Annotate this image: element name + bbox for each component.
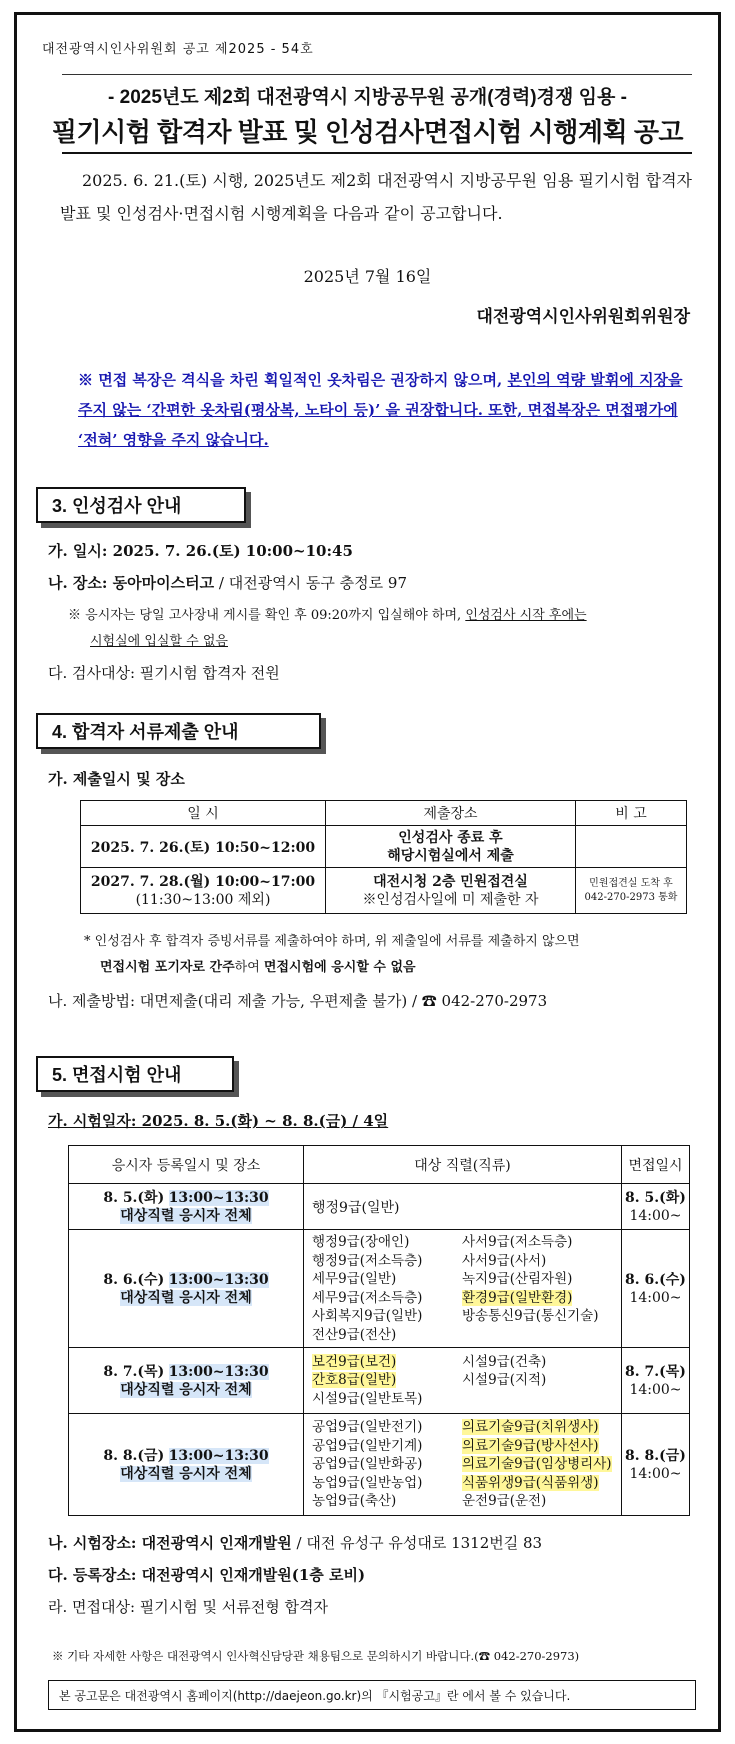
section4-note2: 면접시험 포기자로 간주하여 면접시험에 응시할 수 없음 — [100, 960, 416, 975]
reg-cell: 8. 5.(화) 13:00~13:30 대상직렬 응시자 전체 — [69, 1184, 304, 1230]
reg-cell: 8. 6.(수) 13:00~13:30 대상직렬 응시자 전체 — [69, 1230, 304, 1348]
section5-d: 라. 면접대상: 필기시험 및 서류전형 합격자 — [48, 1598, 328, 1616]
table-row — [69, 1348, 690, 1414]
interview-table — [68, 1145, 690, 1516]
section5-c: 다. 등록장소: 대전광역시 인재개발원(1층 로비) — [48, 1566, 366, 1584]
notice-number: 대전광역시인사위원회 공고 제2025 - 54호 — [42, 42, 314, 57]
th-note: 비 고 — [576, 801, 687, 826]
section5-b: 나. 시험장소: 대전광역시 인재개발원 / 대전 유성구 유성대로 1312번길 83 — [48, 1534, 543, 1552]
row1-date: 2025. 7. 26.(토) 10:50~12:00 — [81, 826, 326, 868]
dress-notice-part2: 본인의 역량 발휘에 지장을 주지 않는 ‘간편한 옷차림(평상복, 노타이 등)’ 을 권장합니다. — [78, 371, 683, 419]
section5-a: 가. 시험일자: 2025. 8. 5.(화) ~ 8. 8.(금) / 4일 — [48, 1112, 389, 1130]
row2-date: 2027. 7. 28.(월) 10:00~17:00 (11:30~13:00 제외) — [81, 868, 326, 914]
section4-a: 가. 제출일시 및 장소 — [48, 770, 185, 788]
target-cell: 행정9급(일반) — [304, 1184, 622, 1230]
section3-note-cont: 시험실에 입실할 수 없음 — [90, 634, 228, 649]
section3-place: 나. 장소: 동아마이스터고 / 대전광역시 동구 충정로 97 — [48, 574, 408, 592]
target-cell: 행정9급(장애인) 행정9급(저소득층) 세무9급(일반) 세무9급(저소득층) 사회복지9급(일반) 전산9급(전산) 사서9급(저소득층) 사서9급(사서) 녹지9급(산림자원) 환경9급(일반환경) 방송통신9급(통신기술) — [304, 1230, 622, 1348]
reg-cell: 8. 8.(금) 13:00~13:30 대상직렬 응시자 전체 — [69, 1414, 304, 1516]
section5-heading: 5. 면접시험 안내 — [36, 1056, 234, 1092]
row2-note: 민원접견실 도착 후 042-270-2973 통화 — [576, 868, 687, 914]
dress-notice-part1: ※ 면접 복장은 격식을 차린 획일적인 옷차림은 권장하지 않으며, — [78, 371, 508, 389]
footer-note: 본 공고문은 대전광역시 홈페이지(http://daejeon.go.kr)의 『시험공고』란 에서 볼 수 있습니다. — [48, 1680, 696, 1710]
date-cell: 8. 6.(수) 14:00~ — [622, 1230, 690, 1348]
section3-heading: 3. 인성검사 안내 — [36, 487, 246, 523]
target-cell: 공업9급(일반전기) 공업9급(일반기계) 공업9급(일반화공) 농업9급(일반농업) 농업9급(축산) 의료기술9급(치위생사) 의료기술9급(방사선사) 의료기술9급(임상병리사) 식품위생9급(식품위생) 운전9급(운전) — [304, 1414, 622, 1516]
th-place: 제출장소 — [326, 801, 576, 826]
th-target: 대상 직렬(직류) — [304, 1146, 622, 1184]
table-row — [69, 1230, 690, 1348]
intro-paragraph: 2025. 6. 21.(토) 시행, 2025년도 제2회 대전광역시 지방공무원 임용 필기시험 합격자 발표 및 인성검사·면접시험 시행계획을 다음과 같이 공고합니다. — [60, 171, 692, 223]
dress-notice-part3: 또한, 면접복장은 면접평가에 ‘전혀’ 영향을 주지 않습니다. — [78, 401, 678, 449]
main-title: 필기시험 합격자 발표 및 인성검사면접시험 시행계획 공고 — [51, 117, 684, 147]
date-cell: 8. 5.(화) 14:00~ — [622, 1184, 690, 1230]
title-rule-top — [62, 74, 692, 75]
etc-note: ※ 기타 자세한 사항은 대전광역시 인사혁신담당관 채용팀으로 문의하시기 바랍니다.(☎ 042-270-2973) — [52, 1649, 580, 1663]
section4-b: 나. 제출방법: 대면제출(대리 제출 가능, 우편제출 불가) / ☎ 042-270-2973 — [48, 992, 548, 1010]
dress-code-notice — [78, 365, 692, 455]
reg-cell: 8. 7.(목) 13:00~13:30 대상직렬 응시자 전체 — [69, 1348, 304, 1414]
section4-note1: * 인성검사 후 합격자 증빙서류를 제출하여야 하며, 위 제출일에 서류를 제출하지 않으면 — [84, 934, 580, 949]
signer: 대전광역시인사위원회위원장 — [476, 307, 690, 326]
table-row — [69, 1414, 690, 1516]
table-row — [69, 1184, 690, 1230]
row1-place: 인성검사 종료 후 해당시험실에서 제출 — [326, 826, 576, 868]
notice-date: 2025년 7월 16일 — [303, 267, 432, 286]
th-interview-date: 면접일시 — [622, 1146, 690, 1184]
title-rule-bottom — [62, 152, 692, 154]
section3-target: 다. 검사대상: 필기시험 합격자 전원 — [48, 664, 280, 682]
section3-date: 가. 일시: 2025. 7. 26.(토) 10:00~10:45 — [48, 542, 353, 560]
row1-note — [576, 826, 687, 868]
th-registration: 응시자 등록일시 및 장소 — [69, 1146, 304, 1184]
section3-note: ※ 응시자는 당일 고사장내 게시를 확인 후 09:20까지 입실해야 하며, 인성검사 시작 후에는 — [68, 608, 587, 623]
date-cell: 8. 7.(목) 14:00~ — [622, 1348, 690, 1414]
section4-heading: 4. 합격자 서류제출 안내 — [36, 713, 321, 749]
date-cell: 8. 8.(금) 14:00~ — [622, 1414, 690, 1516]
target-cell: 보건9급(보건) 간호8급(일반) 시설9급(일반토목) 시설9급(건축) 시설9급(지적) — [304, 1348, 622, 1414]
submission-table — [80, 800, 687, 914]
th-date: 일 시 — [81, 801, 326, 826]
row2-place: 대전시청 2층 민원접견실 ※인성검사일에 미 제출한 자 — [326, 868, 576, 914]
subtitle: - 2025년도 제2회 대전광역시 지방공무원 공개(경력)경쟁 임용 - — [108, 87, 627, 108]
